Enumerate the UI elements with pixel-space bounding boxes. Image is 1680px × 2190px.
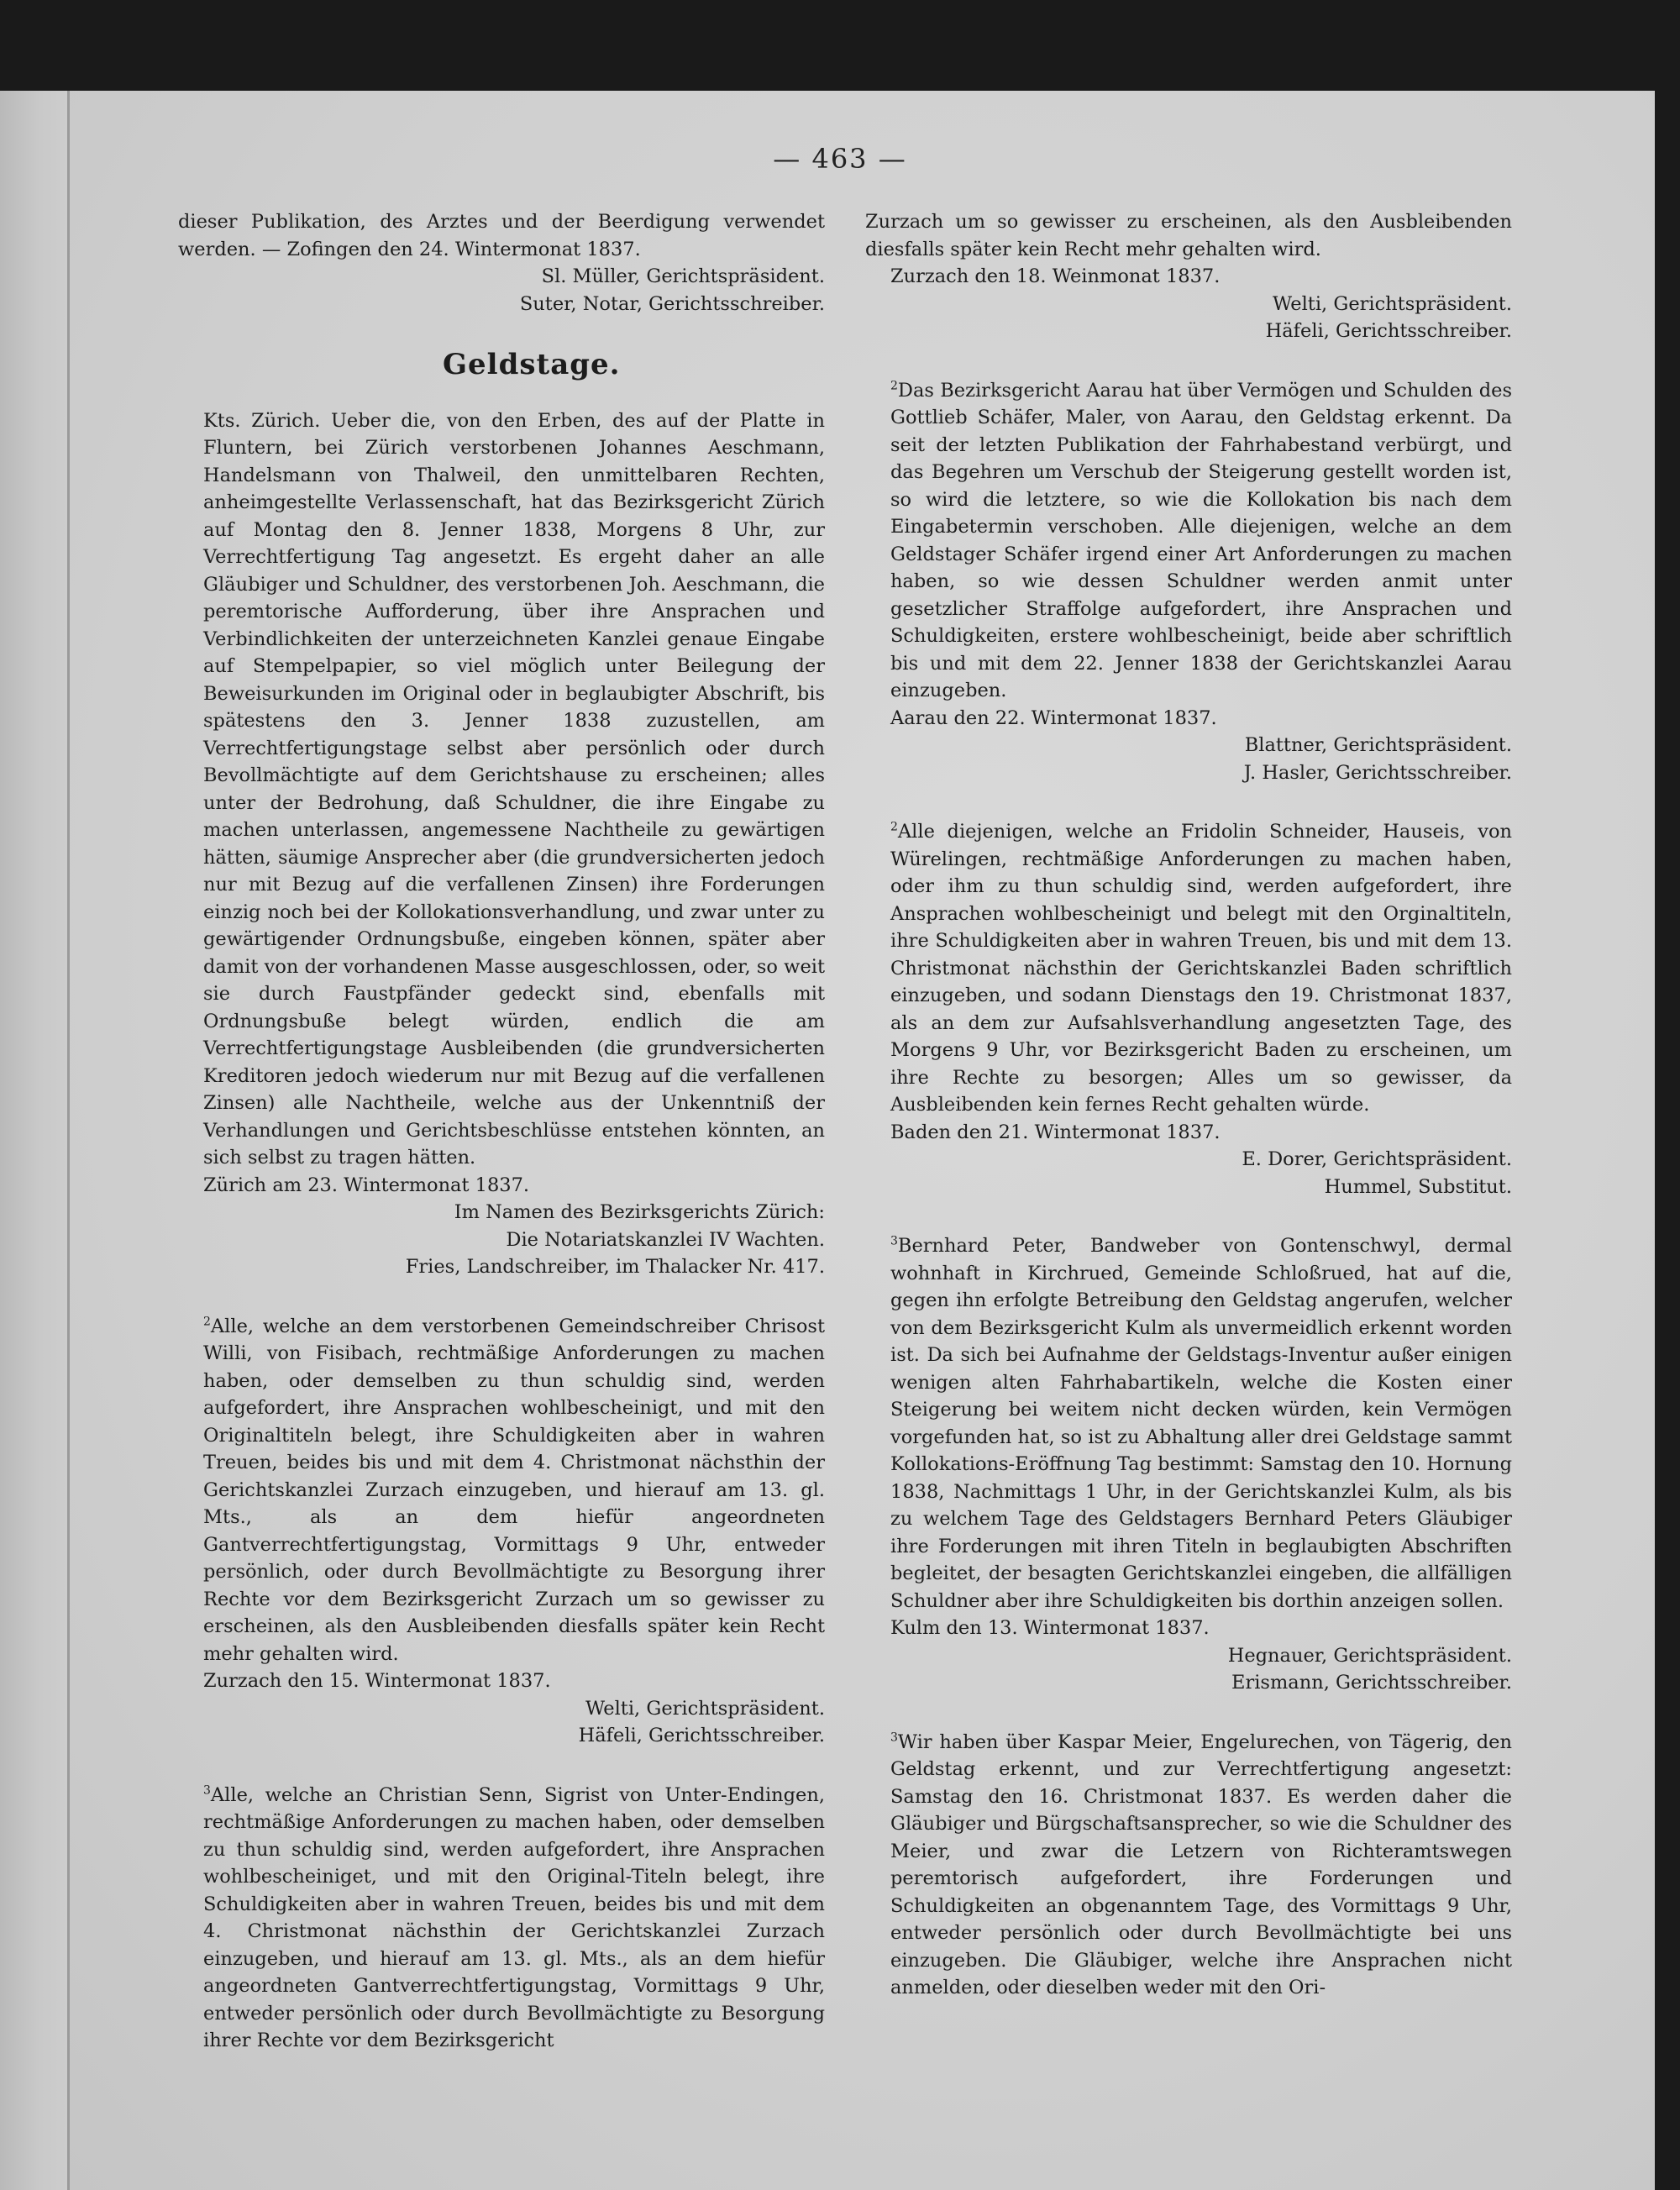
notice-meier-text (865, 1729, 1512, 2002)
book-spine (0, 91, 70, 2190)
notice-schneider-signature-1: E. Dorer, Gerichtspräsident. (1242, 1148, 1512, 1170)
left-intro-signature-2: Suter, Notar, Gerichtsschreiber. (519, 292, 825, 315)
notice-meier-mark: 3 (890, 1730, 898, 1744)
left-column (178, 208, 825, 2055)
notice-schaefer-mark: 2 (890, 379, 898, 392)
notice-willi-signature-2: Häfeli, Gerichtsschreiber. (578, 1725, 825, 1746)
notice-schneider-text (865, 818, 1512, 1119)
notice-zuerich-signature-2: Die Notariatskanzlei IV Wachten. (506, 1228, 825, 1251)
notice-peter-body: Bernhard Peter, Bandweber von Gontenschwyl, dermal wohnhaft in Kirchrued, Gemeinde Schloßrued, hat auf die, gegen ihn erfolgte Betreibung den Geldstag angerufen, welcher von dem Bezirksgericht Kulm als unvermeidlich erkennt worden ist. Da sich bei Aufnahme der Geldstags-Inventur außer einigen wenigen alten Fahrhabartikeln, welche die Kosten einer Steigerung bei weitem nicht decken würden, kein Vermögen vorgefunden hat, so ist zu Abhaltung aller drei Geldstage sammt Kollokations-Eröffnung Tag bestimmt: Samstag den 10. Hornung 1838, Nachmittags 1 Uhr, in der Gerichtskanzlei Kulm, als bis zu welchem Tage des Geldstagers Bernhard Peters Gläubiger ihre Forderungen mit ihren Titeln in beglaubigten Abschriften begleitet, der besagten Gerichtskanzlei eingeben, die allfälligen Schuldner aber ihre Schuldigkeiten bis dorthin anzeigen sollen. (890, 1235, 1512, 1612)
notice-zuerich-signature-1: Im Namen des Bezirksgerichts Zürich: (454, 1201, 825, 1223)
notice-peter-text (865, 1232, 1512, 1615)
notice-schaefer-date: Aarau den 22. Wintermonat 1837. (890, 706, 1217, 729)
notice-zuerich-date: Zürich am 23. Wintermonat 1837. (203, 1174, 530, 1196)
left-intro-text: dieser Publikation, des Arztes und der Beerdigung verwendet werden. — Zofingen den 24. Wintermonat 1837. (178, 211, 825, 260)
notice-peter-signature-2: Erismann, Gerichtsschreiber. (1231, 1672, 1512, 1694)
notice-senn-body: Alle, welche an Christian Senn, Sigrist von Unter-Endingen, rechtmäßige Anforderungen zu machen haben, oder demselben zu thun schuldig sind, werden aufgefordert, ihre Ansprachen wohlbescheiniget, und mit den Original-Titeln belegt, ihre Schuldigkeiten aber in wahren Treuen, beides bis und mit dem 4. Christmonat nächsthin der Gerichtskanzlei Zurzach einzugeben, und hierauf am 13. gl. Mts., als an dem hiefür angeordneten Gantverrechtfertigungstag, Vormittags 9 Uhr, entweder persönlich oder durch Bevollmächtigte zu Besorgung ihrer Rechte vor dem Bezirksgericht (203, 1783, 825, 2051)
notice-peter-signature-1: Hegnauer, Gerichtspräsident. (1227, 1644, 1512, 1667)
page-number: — 463 — (773, 143, 907, 175)
notice-willi-text (178, 1313, 825, 1668)
notice-schneider-signature-2: Hummel, Substitut. (1324, 1175, 1512, 1198)
notice-willi-signature-1: Welti, Gerichtspräsident. (585, 1697, 825, 1720)
notice-schaefer-signature-1: Blattner, Gerichtspräsident. (1244, 734, 1512, 756)
notice-schneider-body: Alle diejenigen, welche an Fridolin Schneider, Hauseis, von Würelingen, rechtmäßige Anforderungen zu machen haben, oder ihm zu thun schuldig sind, werden aufgefordert, ihre Ansprachen wohlbescheinigt und belegt mit den Orginaltiteln, ihre Schuldigkeiten aber in wahren Treuen, bis und mit dem 13. Christmonat nächsthin der Gerichtskanzlei Baden schriftlich einzugeben, und sodann Dienstags den 19. Christmonat 1837, als an dem zur Aufsahlsverhandlung angesetzten Tage, des Morgens 9 Uhr, vor Bezirksgericht Baden zu erscheinen, um ihre Rechte zu besorgen; Alles um so gewisser, da Ausbleibenden kein fernes Recht gehalten würde. (890, 821, 1512, 1116)
right-column (865, 208, 1512, 2002)
notice-schaefer-signature-2: J. Hasler, Gerichtsschreiber. (1243, 761, 1512, 784)
notice-schneider-date: Baden den 21. Wintermonat 1837. (890, 1121, 1221, 1143)
notice-schaefer-body: Das Bezirksgericht Aarau hat über Vermögen und Schulden des Gottlieb Schäfer, Maler, von Aarau, den Geldstag erkennt. Da seit der letzten Publikation der Fahrhabestand verbürgt, und das Begehren um Verschub der Steigerung gestellt worden ist, so wird die letztere, so wie die Kollokation bis nach dem Eingabetermin verschoben. Alle diejenigen, welche an dem Geldstager Schäfer irgend einer Art Anforderungen zu machen haben, so wie dessen Schuldner werden anmit unter gesetzlicher Straffolge aufgefordert, ihre Ansprachen und Schuldigkeiten, erstere wohlbescheinigt, beide aber schriftlich bis und mit dem 22. Jenner 1838 der Gerichtskanzlei Aarau einzugeben. (890, 379, 1512, 701)
right-intro-signature-2: Häfeli, Gerichtsschreiber. (1265, 320, 1512, 342)
right-intro-date: Zurzach den 18. Weinmonat 1837. (890, 265, 1221, 287)
notice-willi-date: Zurzach den 15. Wintermonat 1837. (203, 1670, 551, 1692)
right-intro-text: Zurzach um so gewisser zu erscheinen, als den Ausbleibenden diesfalls später kein Recht mehr gehalten wird. (865, 211, 1512, 260)
notice-senn-text (178, 1782, 825, 2055)
notice-schaefer-text (865, 377, 1512, 705)
notice-schneider-mark: 2 (890, 820, 898, 834)
scanned-page (0, 91, 1655, 2190)
notice-zuerich-text: Kts. Zürich. Ueber die, von den Erben, des auf der Platte in Fluntern, bei Zürich verstorbenen Johannes Aeschmann, Handelsmann von Thalweil, den unmittelbaren Rechten, anheimgestellte Verlassenschaft, hat das Bezirksgericht Zürich auf Montag den 8. Jenner 1838, Morgens 8 Uhr, zur Verrechtfertigung Tag angesetzt. Es ergeht daher an alle Gläubiger und Schuldner, des verstorbenen Joh. Aeschmann, die peremtorische Aufforderung, über ihre Ansprachen und Verbindlichkeiten der unterzeichneten Kanzlei genaue Eingabe auf Stempelpapier, so viel möglich unter Beilegung der Beweisurkunden im Original oder in beglaubigter Abschrift, bis spätestens den 3. Jenner 1838 zuzustellen, am Verrechtfertigungstage selbst aber persönlich oder durch Bevollmächtigte auf dem Gerichtshause zu erscheinen; alles unter der Bedrohung, daß Schuldner, die ihre Eingabe zu machen unterlassen, angemessene Nachtheile zu gewärtigen hätten, säumige Ansprecher aber (die grundversicherten jedoch nur mit Bezug auf die verfallenen Zinsen) ihre Forderungen einzig noch bei der Kollokationsverhandlung, und zwar unter zu gewärtigender Ordnungsbuße, eingeben können, später aber damit von der vorhandenen Masse ausgeschlossen, oder, so weit sie durch Faustpfänder gedeckt sind, ebenfalls mit Ordnungsbuße belegt würden, endlich die am Verrechtfertigungstage Ausbleibenden (die grundversicherten Kreditoren jedoch wiederum nur mit Bezug auf die verfallenen Zinsen) alle Nachtheile, welche aus der Unkenntniß der Verhandlungen und Gerichtsbeschlüsse entstehen könnten, an sich selbst zu tragen hätten. (203, 409, 825, 1169)
notice-willi-body: Alle, welche an dem verstorbenen Gemeindschreiber Chrisost Willi, von Fisibach, rechtmäßige Anforderungen zu machen haben, oder demselben zu thun schuldig sind, werden aufgefordert, ihre Ansprachen wohlbescheinigt, und mit den Originaltiteln belegt, ihre Schuldigkeiten aber in wahren Treuen, beides bis und mit dem 4. Christmonat nächsthin der Gerichtskanzlei Zurzach einzugeben, und hierauf am 13. gl. Mts., als an dem hiefür angeordneten Gantverrechtfertigungstag, Vormittags 9 Uhr, entweder persönlich, oder durch Bevollmächtigte zu Besorgung ihrer Rechte vor dem Bezirksgericht Zurzach um so gewisser zu erscheinen, als den Ausbleibenden diesfalls später kein Recht mehr gehalten wird. (203, 1315, 825, 1665)
left-intro-signature-1: Sl. Müller, Gerichtspräsident. (541, 265, 825, 287)
notice-peter-date: Kulm den 13. Wintermonat 1837. (890, 1617, 1210, 1639)
section-heading: Geldstage. (443, 348, 621, 381)
notice-meier-body: Wir haben über Kaspar Meier, Engelurechen, von Tägerig, den Geldstag erkennt, und zur Verrechtfertigung angesetzt: Samstag den 16. Christmonat 1837. Es werden daher die Gläubiger und Bürgschaftsansprecher, so wie die Schuldner des Meier, und zwar die Letzern von Richteramtswegen peremtorisch aufgefordert, ihre Forderungen und Schuldigkeiten an obgenanntem Tage, des Vormittags 9 Uhr, entweder persönlich oder durch Bevollmächtigte bei uns einzugeben. Die Gläubiger, welche ihre Ansprachen nicht anmelden, oder dieselben weder mit den Ori- (890, 1730, 1512, 1998)
notice-willi-mark: 2 (203, 1315, 211, 1328)
notice-senn-mark: 3 (203, 1783, 211, 1797)
right-intro-signature-1: Welti, Gerichtspräsident. (1273, 292, 1512, 315)
notice-peter-mark: 3 (890, 1234, 898, 1248)
notice-zuerich-signature-3: Fries, Landschreiber, im Thalacker Nr. 417. (405, 1256, 825, 1278)
